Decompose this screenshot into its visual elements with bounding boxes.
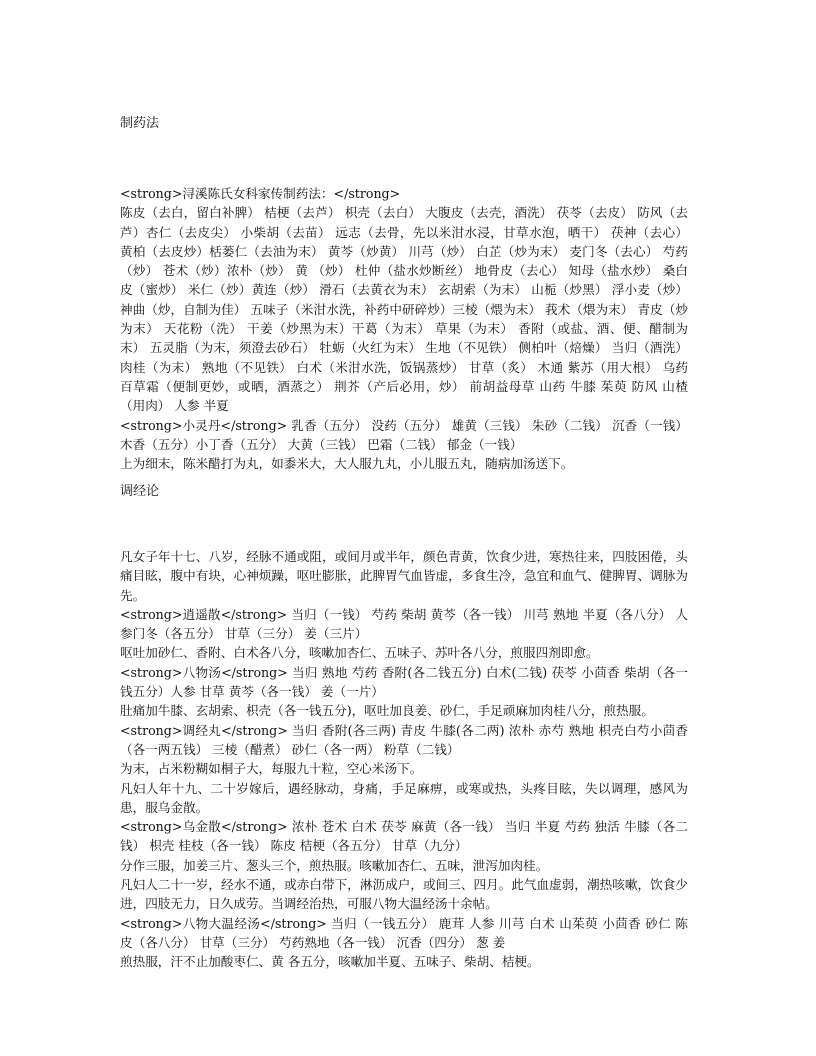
recipe-tiaojingwan: <strong>调经丸</strong> 当归 香附(各三两) 青皮 牛膝(各二两) 浓朴 赤芍 熟地 枳壳白芍小茴香（各一两五钱） 三棱（醋煮） 砂仁（各一两） 粉草（二钱） [120, 722, 688, 757]
recipe-instructions: 上为细末，陈米醋打为丸，如黍米大，大人服九丸，小儿服五丸，随病加汤送下。 [120, 456, 574, 472]
paragraph: 分作三服，加姜三片、葱头三个，煎热服。咳嗽加杏仁、五味，泄泻加肉桂。 [120, 857, 549, 873]
section-heading-zhiyaofa: 制药法 [120, 116, 160, 131]
herb-prep-list: 陈皮（去白，留白补脾） 桔梗（去芦） 枳壳（去白） 大腹皮（去壳，酒洗） 茯苓（去皮） 防风（去芦）杏仁（去皮尖） 小柴胡（去苗） 远志（去骨，先以米泔水浸，甘草水泡，晒干） 茯神（去心） 黄柏（去皮炒）栝蒌仁（去油为末） 黄芩（炒黄） 川芎（炒） 白芷（炒为末） 麦门冬（去心） 芍药（炒） 苍术（炒）浓朴（炒） 黄 （炒） 杜仲（盐水炒断丝） 地骨皮（去心） 知母（盐水炒） 桑白皮（蜜炒） 米仁（炒）黄连（炒） 滑石（去黄衣为末） 玄胡索（为末） 山栀（炒黑） 浮小麦（炒） 神曲（炒，自制为佳） 五味子（米泔水洗，补药中研碎炒）三棱（煨为末） 莪术（煨为末） 青皮（炒为末） 天花粉（洗） 干姜（炒黑为末）干葛（为末） 草果（为末） 香附（或盐、酒、便、醋制为末） 五灵脂（为末，须澄去砂石） 牡蛎（火红为末） 生地（不见铁） 侧柏叶（焙燥） 当归（酒洗） 肉桂（为末） 熟地（不见铁） 白术（米泔水洗，饭锅蒸炒） 甘草（炙） 木通 紫苏（用大根） 乌药 百草霜（便制更妙，或晒，酒蒸之） 荆芥（产后必用，炒） 前胡益母草 山药 牛膝 茱萸 防风 山楂（用肉） 人参 半夏 [120, 205, 688, 414]
paragraph: 凡妇人二十一岁，经水不通，或赤白带下，淋沥成户，或间三、四月。此气血虚弱，潮热咳嗽，饮食少进，四肢无力，日久成劳。当调经治热，可服八物大温经汤十余帖。 [120, 877, 688, 912]
recipe-bawudawenjingtang: <strong>八物大温经汤</strong> 当归（一钱五分） 鹿茸 人参 川芎 白术 山茱萸 小茴香 砂仁 陈皮（各八分） 甘草（三分） 芍药熟地（各一钱） 沉香（四分） 葱 姜 [120, 915, 688, 950]
recipe-title-line: <strong>浔溪陈氏女科家传制药法：</strong> [120, 186, 401, 201]
section-body-tiaojinglun [120, 547, 688, 972]
recipe-bawutang: <strong>八物汤</strong> 当归 熟地 芍药 香附(各二钱五分) 白术(二钱) 茯苓 小茴香 柴胡（各一钱五分）人参 甘草 黄芩（各一钱） 姜（一片） [120, 664, 688, 700]
paragraph: 为末，占米粉糊如桐子大，每服九十粒，空心米汤下。 [120, 761, 423, 777]
paragraph: 肚痛加牛膝、玄胡索、枳壳（各一钱五分)，呕吐加良姜、砂仁，手足顽麻加肉桂八分，煎热服。 [120, 703, 654, 719]
paragraph: 凡女子年十七、八岁，经脉不通或阻，或间月或半年，颜色青黄，饮食少进，寒热往来，四肢困倦，头痛目眩，腹中有块，心神烦躁，呕吐膨胀，此脾胃气血皆虚，多食生冷，急宜和血气、健脾胃、调脉为先。 [120, 549, 688, 603]
recipe-xiaoyaosan: <strong>逍遥散</strong> 当归（一钱） 芍药 柴胡 黄芩（各一钱） 川芎 熟地 半夏（各八分） 人参门冬（各五分） 甘草（三分） 姜（三片） [120, 606, 688, 642]
paragraph: 呕吐加砂仁、香附、白术各八分，咳嗽加杏仁、五味子、苏叶各八分，煎服四剂即愈。 [120, 645, 599, 661]
paragraph: 凡妇人年十九、二十岁嫁后，遇经脉动，身痛，手足麻痹，或寒或热，头疼目眩，失以调理，感风为患，服乌金散。 [120, 780, 688, 815]
paragraph: 煎热服，汗不止加酸枣仁、黄 各五分，咳嗽加半夏、五味子、柴胡、桔梗。 [120, 954, 540, 970]
section-body-zhiyaofa [120, 184, 688, 473]
section-heading-tiaojinglun: 调经论 [120, 484, 160, 499]
recipe-xiaolingdan: <strong>小灵丹</strong> 乳香（五分） 没药（五分） 雄黄（三钱） 朱砂（二钱） 沉香（一钱） 木香（五分）小丁香（五分） 大黄（三钱） 巴霜（二钱） 郁金（一钱） [120, 417, 688, 452]
recipe-wujinsan: <strong>乌金散</strong> 浓朴 苍术 白术 茯苓 麻黄（各一钱） 当归 半夏 芍药 独活 牛膝（各二钱） 枳壳 桂枝（各一钱） 陈皮 桔梗（各五分） 甘草（九分） [120, 819, 688, 854]
